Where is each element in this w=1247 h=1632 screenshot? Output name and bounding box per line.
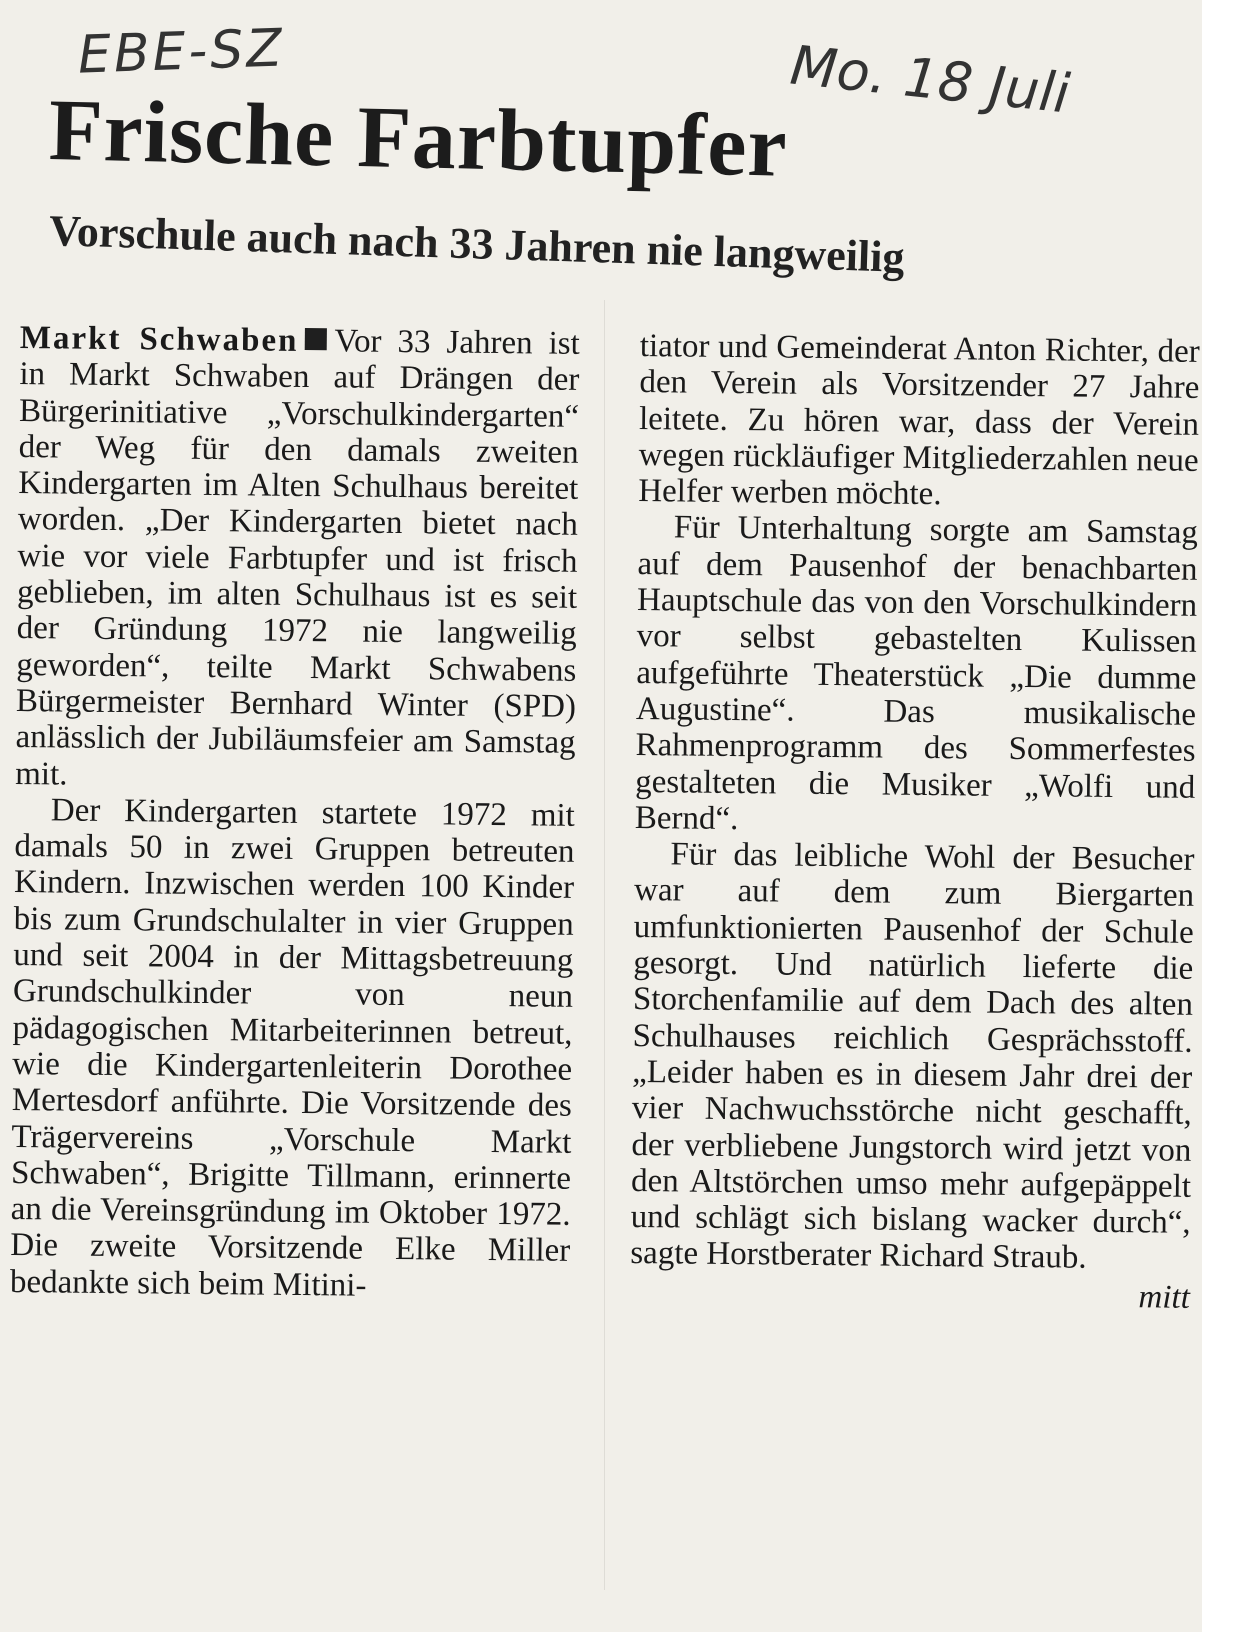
handwritten-date-note: Mo. 18 Juli — [787, 33, 1073, 126]
author-initials: mitt — [1138, 1278, 1191, 1316]
paragraph-3: tiator und Gemeinderat Anton Richter, der den Verein als Vorsitzender 27 Jahre leitete. Zu hören war, dass der Verein wegen rückläufiger Mitgliederzahlen neue Helfer werben möchte. — [638, 328, 1200, 513]
dateline-square-icon — [304, 328, 326, 350]
paragraph-2: Der Kindergarten startete 1972 mit damals 50 in zwei Gruppen betreuten Kindern. Inzwischen werden 100 Kinder bis zum Grundschulalter in vier Gruppen und seit 2004 in der Mittagsbetreuung Grundschulkinder von neun pädagogischen Mitarbeiterinnen betreut, wie die Kindergartenleiterin Dorothee Mertesdorf anführte. Die Vorsitzende des Trägervereins „Vorschule Markt Schwaben“, Brigitte Tillmann, erinnerte an die Vereinsgründung im Oktober 1972. Die zweite Vorsitzende Elke Miller bedankte sich beim Mitini- — [9, 792, 576, 1304]
paragraph-1-text: Vor 33 Jahren ist in Markt Schwaben auf Drängen der Bürgerinitiative „Vorschulkindergarten“ der Weg für den damals zweiten Kindergarten im Alten Schulhaus bereitet worden. „Der Kindergarten bietet nach wie vor viele Farbtupfer und ist frisch geblieben, im alten Schulhaus ist es seit der Gründung 1972 nie langweilig geworden“, teilte Markt Schwabens Bürgermeister Bernhard Winter (SPD) anlässlich der Jubiläumsfeier am Samstag mit. — [15, 323, 580, 793]
article-column-left — [10, 320, 580, 1306]
dateline: Markt Schwaben — [19, 320, 299, 359]
headline: Frische Farbtupfer — [47, 81, 789, 196]
handwritten-source-note: EBE-SZ — [77, 18, 286, 86]
page-edge — [1202, 0, 1247, 1632]
column-divider — [604, 300, 605, 1590]
paragraph-1 — [15, 320, 580, 798]
paragraph-5: Für das leibliche Wohl der Besucher war auf dem zum Biergarten umfunktionierten Pausenhof der Schule gesorgt. Und natürlich lieferte die Storchenfamilie auf dem Dach des alten Schulhauses reichlich Gesprächsstoff. „Leider haben es in diesem Jahr drei der vier Nachwuchsstörche nicht geschafft, der verbliebene Jungstorch wird jetzt von den Altstörchen umso mehr aufgepäppelt und schlägt sich bislang wacker durch“, sagte Horstberater Richard Straub. — [630, 836, 1195, 1277]
article-column-right — [630, 328, 1200, 1316]
paragraph-4: Für Unterhaltung sorgte am Samstag auf dem Pausenhof der benachbarten Hauptschule das von den Vorschulkindern vor selbst gebastelten Kulissen aufgeführte Theaterstück „Die dumme Augustine“. Das musikalische Rahmenprogramm des Sommerfestes gestalteten die Musiker „Wolfi und Bernd“. — [634, 509, 1199, 837]
subheadline: Vorschule auch nach 33 Jahren nie langweilig — [48, 205, 906, 282]
